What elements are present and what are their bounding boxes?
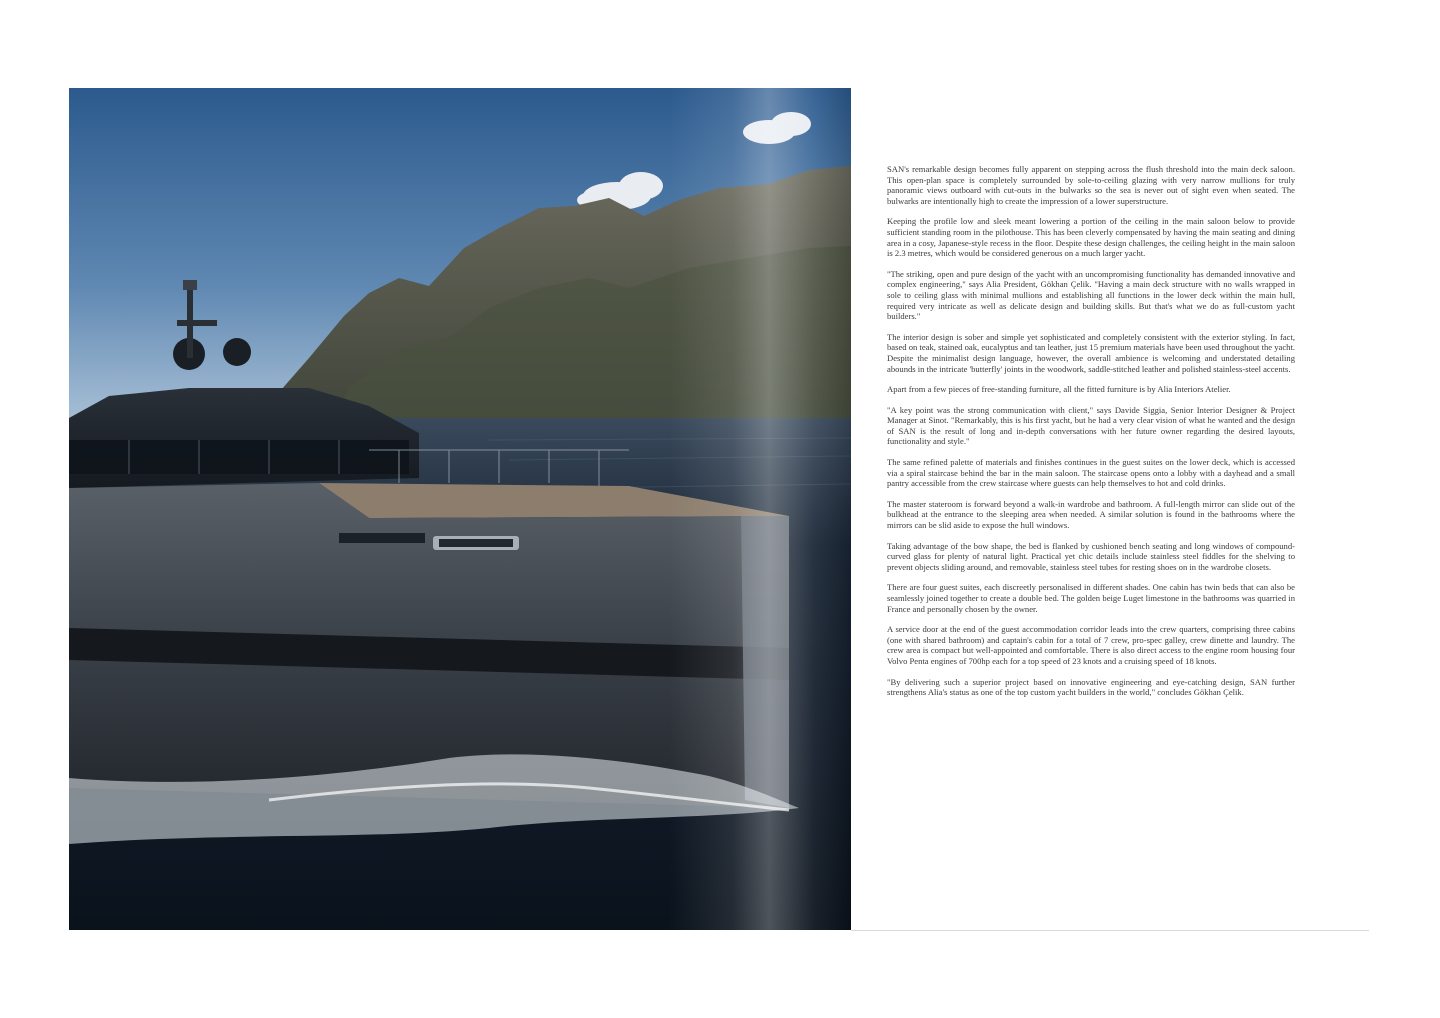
article-body bbox=[887, 164, 1295, 708]
article-paragraph: A service door at the end of the guest accommodation corridor leads into the crew quarters, comprising three cabins (one with shared bathroom) and captain's cabin for a total of 7 crew, pro-spec galley, crew dinette and laundry. The crew area is compact but well-appointed and comfortable. There is also direct access to the engine room housing four Volvo Penta engines of 700hp each for a top speed of 23 knots and a cruising speed of 18 knots. bbox=[887, 624, 1295, 666]
yacht-photo bbox=[69, 88, 851, 930]
article-paragraph: "A key point was the strong communication with client," says Davide Siggia, Senior Interior Designer & Project Manager at Sinot. "Remarkably, this is his first yacht, but he had a very clear vision of what he wanted and the design of SAN is the result of long and in-depth conversations with her future owner regarding the desired layouts, functionality and style." bbox=[887, 404, 1295, 447]
article-page bbox=[851, 88, 1369, 931]
radar-dome bbox=[223, 338, 251, 366]
article-paragraph: SAN's remarkable design becomes fully apparent on stepping across the flush threshold into the main deck saloon. This open-plan space is completely surrounded by sole-to-ceiling glazing with very narrow mullions for truly panoramic views outboard with cut-outs in the bulwarks so the sea is never out of sight even when seated. The bulwarks are intentionally high to create the impression of a lower superstructure. bbox=[887, 164, 1295, 206]
article-paragraph: Taking advantage of the bow shape, the bed is flanked by cushioned bench seating and long windows of compound-curved glass for plenty of natural light. Practical yet chic details include stainless steel fiddles for the shelving to prevent objects sliding around, and removable, stainless steel tubes for resting shoes on in the wardrobe closets. bbox=[887, 540, 1295, 572]
magazine-spread bbox=[69, 88, 1369, 930]
article-paragraph: Keeping the profile low and sleek meant lowering a portion of the ceiling in the main saloon below to provide sufficient standing room in the pilothouse. This has been cleverly compensated by having the main seating and dining area in a cosy, Japanese-style recess in the floor. Despite these design challenges, the ceiling height in the main saloon is 2.3 metres, which would be considered generous on a much larger yacht. bbox=[887, 216, 1295, 259]
article-paragraph: "The striking, open and pure design of the yacht with an uncompromising functionality has demanded innovative and complex engineering," says Alia President, Gökhan Çelik. "Having a main deck structure with no walls wrapped in sole to ceiling glass with minimal mullions and establishing all functions in the lower deck within the main hull, required very intricate as well as delicate design and building skills. But that's what we do as full-custom yacht builders." bbox=[887, 268, 1295, 322]
article-paragraph: The interior design is sober and simple yet sophisticated and completely consistent with the exterior styling. In fact, based on teak, stained oak, eucalyptus and tan leather, just 15 premium materials have been used throughout the yacht. Despite the minimalist design language, however, the overall ambience is welcoming and understated detailing abounds in the intricate 'butterfly' joints in the woodwork, saddle-stitched leather and polished stainless-steel accents. bbox=[887, 331, 1295, 374]
article-paragraph: "By delivering such a superior project based on innovative engineering and eye-catching design, SAN further strengthens Alia's status as one of the top custom yacht builders in the world," concludes Gökhan Çelik. bbox=[887, 676, 1295, 698]
article-paragraph: There are four guest suites, each discreetly personalised in different shades. One cabin has twin beds that can also be seamlessly joined together to create a double bed. The golden beige Luget limestone in the bathrooms was quarried in France and personally chosen by the owner. bbox=[887, 582, 1295, 614]
article-paragraph: The same refined palette of materials and finishes continues in the guest suites on the lower deck, which is accessed via a spiral staircase behind the bar in the main saloon. The staircase opens onto a lobby with a dayhead and a small pantry accessible from the crew staircase where guests can help themselves to hot and cold drinks. bbox=[887, 457, 1295, 489]
article-paragraph: Apart from a few pieces of free-standing furniture, all the fitted furniture is by Alia Interiors Atelier. bbox=[887, 384, 1231, 395]
article-paragraph: The master stateroom is forward beyond a walk-in wardrobe and bathroom. A full-length mirror can slide out of the bulkhead at the entrance to the sleeping area when needed. A similar solution is found in the bathrooms where the mirrors can be slid aside to expose the hull windows. bbox=[887, 498, 1295, 531]
